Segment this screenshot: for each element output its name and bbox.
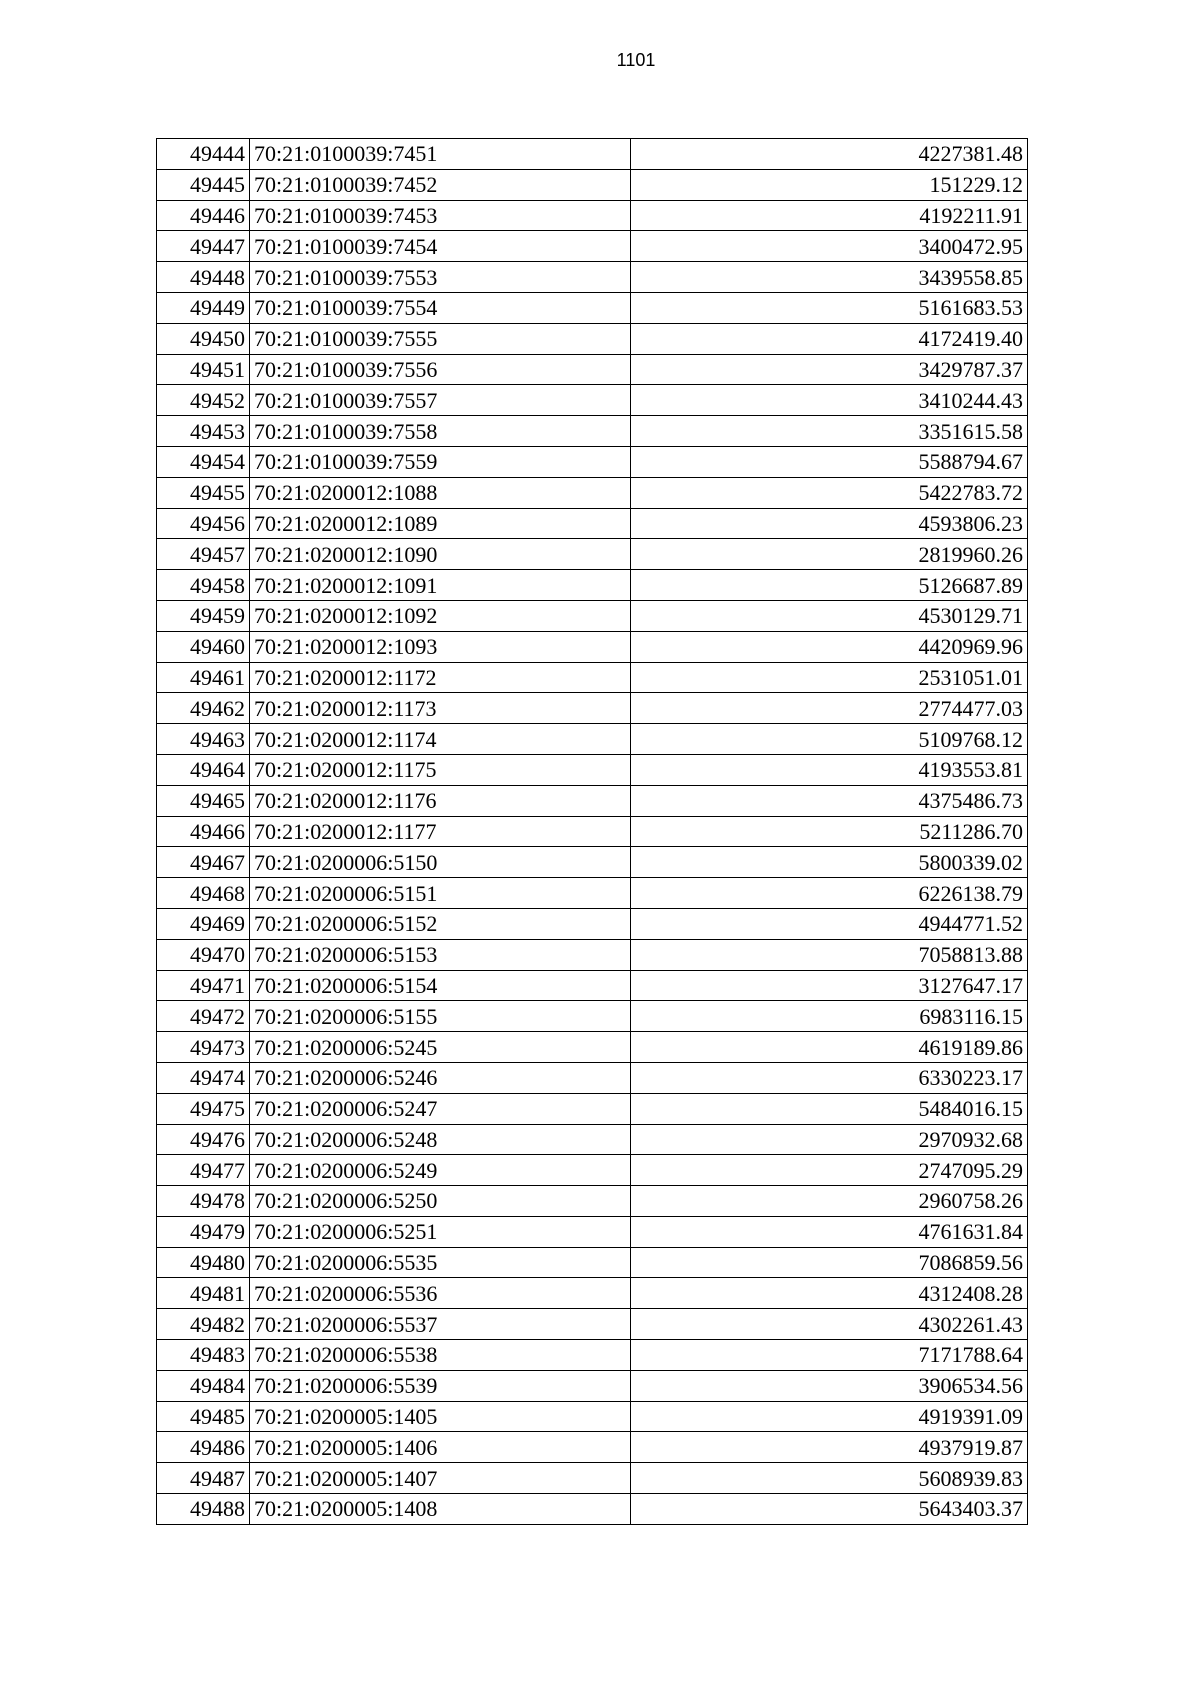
value-cell: 2960758.26: [631, 1186, 1028, 1217]
row-number-cell: 49461: [157, 662, 250, 693]
cadastral-number-cell: 70:21:0200006:5246: [250, 1062, 631, 1093]
value-cell: 4619189.86: [631, 1032, 1028, 1063]
cadastral-number-cell: 70:21:0200006:5245: [250, 1032, 631, 1063]
cadastral-number-cell: 70:21:0100039:7556: [250, 354, 631, 385]
cadastral-number-cell: 70:21:0100039:7555: [250, 323, 631, 354]
table-row: [157, 323, 1028, 354]
row-number-cell: 49459: [157, 600, 250, 631]
cadastral-number-cell: 70:21:0200012:1091: [250, 570, 631, 601]
cadastral-number-cell: 70:21:0100039:7451: [250, 139, 631, 170]
cadastral-number-cell: 70:21:0200005:1405: [250, 1401, 631, 1432]
cadastral-number-cell: 70:21:0200006:5151: [250, 878, 631, 909]
row-number-cell: 49483: [157, 1340, 250, 1371]
row-number-cell: 49453: [157, 416, 250, 447]
value-cell: 5643403.37: [631, 1494, 1028, 1525]
value-cell: 3400472.95: [631, 231, 1028, 262]
value-cell: 6226138.79: [631, 878, 1028, 909]
value-cell: 5800339.02: [631, 847, 1028, 878]
row-number-cell: 49476: [157, 1124, 250, 1155]
value-cell: 4302261.43: [631, 1309, 1028, 1340]
row-number-cell: 49466: [157, 816, 250, 847]
cadastral-number-cell: 70:21:0200005:1408: [250, 1494, 631, 1525]
cadastral-number-cell: 70:21:0100039:7454: [250, 231, 631, 262]
value-cell: 5588794.67: [631, 446, 1028, 477]
row-number-cell: 49474: [157, 1062, 250, 1093]
cadastral-number-cell: 70:21:0200006:5152: [250, 908, 631, 939]
page-number: 1101: [616, 50, 656, 70]
table-row: [157, 816, 1028, 847]
row-number-cell: 49470: [157, 939, 250, 970]
row-number-cell: 49485: [157, 1401, 250, 1432]
value-cell: 7171788.64: [631, 1340, 1028, 1371]
row-number-cell: 49487: [157, 1463, 250, 1494]
row-number-cell: 49481: [157, 1278, 250, 1309]
cadastral-number-cell: 70:21:0200012:1174: [250, 724, 631, 755]
table-row: [157, 1309, 1028, 1340]
row-number-cell: 49460: [157, 631, 250, 662]
row-number-cell: 49478: [157, 1186, 250, 1217]
table-row: [157, 1186, 1028, 1217]
table-row: [157, 169, 1028, 200]
table-row: [157, 477, 1028, 508]
value-cell: 4593806.23: [631, 508, 1028, 539]
value-cell: 4420969.96: [631, 631, 1028, 662]
row-number-cell: 49488: [157, 1494, 250, 1525]
row-number-cell: 49448: [157, 262, 250, 293]
table-row: [157, 1155, 1028, 1186]
value-cell: 3127647.17: [631, 970, 1028, 1001]
cadastral-number-cell: 70:21:0200006:5154: [250, 970, 631, 1001]
table-row: [157, 1093, 1028, 1124]
row-number-cell: 49444: [157, 139, 250, 170]
value-cell: 6983116.15: [631, 1001, 1028, 1032]
row-number-cell: 49446: [157, 200, 250, 231]
cadastral-number-cell: 70:21:0200012:1172: [250, 662, 631, 693]
row-number-cell: 49486: [157, 1432, 250, 1463]
table-body: [157, 139, 1028, 1525]
cadastral-number-cell: 70:21:0200012:1177: [250, 816, 631, 847]
row-number-cell: 49455: [157, 477, 250, 508]
value-cell: 5608939.83: [631, 1463, 1028, 1494]
value-cell: 4944771.52: [631, 908, 1028, 939]
value-cell: 4937919.87: [631, 1432, 1028, 1463]
row-number-cell: 49467: [157, 847, 250, 878]
cadastral-number-cell: 70:21:0200012:1093: [250, 631, 631, 662]
cadastral-number-cell: 70:21:0100039:7557: [250, 385, 631, 416]
row-number-cell: 49482: [157, 1309, 250, 1340]
value-cell: 2774477.03: [631, 693, 1028, 724]
value-cell: 4312408.28: [631, 1278, 1028, 1309]
table-row: [157, 693, 1028, 724]
table-row: [157, 539, 1028, 570]
table-row: [157, 570, 1028, 601]
cadastral-number-cell: 70:21:0200006:5249: [250, 1155, 631, 1186]
value-cell: 3429787.37: [631, 354, 1028, 385]
table-row: [157, 508, 1028, 539]
cadastral-number-cell: 70:21:0200012:1173: [250, 693, 631, 724]
table-row: [157, 754, 1028, 785]
value-cell: 4172419.40: [631, 323, 1028, 354]
cadastral-number-cell: 70:21:0200006:5250: [250, 1186, 631, 1217]
cadastral-number-cell: 70:21:0200006:5538: [250, 1340, 631, 1371]
row-number-cell: 49463: [157, 724, 250, 755]
cadastral-number-cell: 70:21:0100039:7559: [250, 446, 631, 477]
value-cell: 3351615.58: [631, 416, 1028, 447]
table-row: [157, 292, 1028, 323]
cadastral-number-cell: 70:21:0100039:7558: [250, 416, 631, 447]
table-row: [157, 847, 1028, 878]
cadastral-number-cell: 70:21:0200006:5248: [250, 1124, 631, 1155]
value-cell: 7086859.56: [631, 1247, 1028, 1278]
cadastral-number-cell: 70:21:0200005:1406: [250, 1432, 631, 1463]
row-number-cell: 49458: [157, 570, 250, 601]
value-cell: 5484016.15: [631, 1093, 1028, 1124]
table-row: [157, 354, 1028, 385]
value-cell: 5126687.89: [631, 570, 1028, 601]
table-row: [157, 970, 1028, 1001]
table-row: [157, 139, 1028, 170]
value-cell: 7058813.88: [631, 939, 1028, 970]
value-cell: 2531051.01: [631, 662, 1028, 693]
cadastral-number-cell: 70:21:0200006:5247: [250, 1093, 631, 1124]
cadastral-number-cell: 70:21:0200012:1090: [250, 539, 631, 570]
value-cell: 4375486.73: [631, 785, 1028, 816]
cadastral-number-cell: 70:21:0200012:1092: [250, 600, 631, 631]
row-number-cell: 49468: [157, 878, 250, 909]
cadastral-number-cell: 70:21:0100039:7553: [250, 262, 631, 293]
cadastral-number-cell: 70:21:0100039:7554: [250, 292, 631, 323]
cadastral-number-cell: 70:21:0200006:5535: [250, 1247, 631, 1278]
row-number-cell: 49472: [157, 1001, 250, 1032]
table-row: [157, 385, 1028, 416]
table-row: [157, 200, 1028, 231]
cadastral-number-cell: 70:21:0200012:1089: [250, 508, 631, 539]
row-number-cell: 49484: [157, 1370, 250, 1401]
table-row: [157, 878, 1028, 909]
table-row: [157, 939, 1028, 970]
value-cell: 2970932.68: [631, 1124, 1028, 1155]
table-row: [157, 908, 1028, 939]
row-number-cell: 49479: [157, 1216, 250, 1247]
value-cell: 4530129.71: [631, 600, 1028, 631]
value-cell: 5109768.12: [631, 724, 1028, 755]
cadastral-number-cell: 70:21:0200006:5153: [250, 939, 631, 970]
value-cell: 4193553.81: [631, 754, 1028, 785]
row-number-cell: 49454: [157, 446, 250, 477]
table-row: [157, 262, 1028, 293]
row-number-cell: 49445: [157, 169, 250, 200]
cadastral-number-cell: 70:21:0200012:1088: [250, 477, 631, 508]
cadastral-number-cell: 70:21:0200006:5150: [250, 847, 631, 878]
cadastral-number-cell: 70:21:0200006:5251: [250, 1216, 631, 1247]
value-cell: 2819960.26: [631, 539, 1028, 570]
value-cell: 151229.12: [631, 169, 1028, 200]
cadastral-number-cell: 70:21:0200006:5536: [250, 1278, 631, 1309]
cadastral-number-cell: 70:21:0200006:5539: [250, 1370, 631, 1401]
table-row: [157, 785, 1028, 816]
row-number-cell: 49469: [157, 908, 250, 939]
table-row: [157, 600, 1028, 631]
value-cell: 3906534.56: [631, 1370, 1028, 1401]
row-number-cell: 49473: [157, 1032, 250, 1063]
row-number-cell: 49452: [157, 385, 250, 416]
cadastral-number-cell: 70:21:0200012:1176: [250, 785, 631, 816]
row-number-cell: 49456: [157, 508, 250, 539]
row-number-cell: 49465: [157, 785, 250, 816]
table-row: [157, 446, 1028, 477]
cadastral-number-cell: 70:21:0200005:1407: [250, 1463, 631, 1494]
cadastral-number-cell: 70:21:0200006:5537: [250, 1309, 631, 1340]
table-row: [157, 1401, 1028, 1432]
table-row: [157, 416, 1028, 447]
value-cell: 5211286.70: [631, 816, 1028, 847]
table-row: [157, 1278, 1028, 1309]
table-row: [157, 1370, 1028, 1401]
table-row: [157, 1432, 1028, 1463]
table-row: [157, 631, 1028, 662]
row-number-cell: 49450: [157, 323, 250, 354]
table-row: [157, 1463, 1028, 1494]
value-cell: 2747095.29: [631, 1155, 1028, 1186]
table-row: [157, 1340, 1028, 1371]
row-number-cell: 49471: [157, 970, 250, 1001]
row-number-cell: 49475: [157, 1093, 250, 1124]
value-cell: 4192211.91: [631, 200, 1028, 231]
value-cell: 6330223.17: [631, 1062, 1028, 1093]
cadastral-number-cell: 70:21:0100039:7453: [250, 200, 631, 231]
row-number-cell: 49464: [157, 754, 250, 785]
value-cell: 3410244.43: [631, 385, 1028, 416]
data-table: [156, 138, 1028, 1525]
value-cell: 5161683.53: [631, 292, 1028, 323]
table-row: [157, 1216, 1028, 1247]
value-cell: 4761631.84: [631, 1216, 1028, 1247]
value-cell: 3439558.85: [631, 262, 1028, 293]
row-number-cell: 49449: [157, 292, 250, 323]
row-number-cell: 49480: [157, 1247, 250, 1278]
cadastral-number-cell: 70:21:0100039:7452: [250, 169, 631, 200]
row-number-cell: 49447: [157, 231, 250, 262]
value-cell: 4919391.09: [631, 1401, 1028, 1432]
row-number-cell: 49451: [157, 354, 250, 385]
table-row: [157, 724, 1028, 755]
cadastral-number-cell: 70:21:0200006:5155: [250, 1001, 631, 1032]
table-row: [157, 662, 1028, 693]
table-row: [157, 1247, 1028, 1278]
table-row: [157, 1124, 1028, 1155]
table-row: [157, 1032, 1028, 1063]
row-number-cell: 49457: [157, 539, 250, 570]
cadastral-number-cell: 70:21:0200012:1175: [250, 754, 631, 785]
row-number-cell: 49477: [157, 1155, 250, 1186]
table-row: [157, 1494, 1028, 1525]
table-row: [157, 231, 1028, 262]
row-number-cell: 49462: [157, 693, 250, 724]
table-row: [157, 1062, 1028, 1093]
value-cell: 5422783.72: [631, 477, 1028, 508]
value-cell: 4227381.48: [631, 139, 1028, 170]
table-row: [157, 1001, 1028, 1032]
